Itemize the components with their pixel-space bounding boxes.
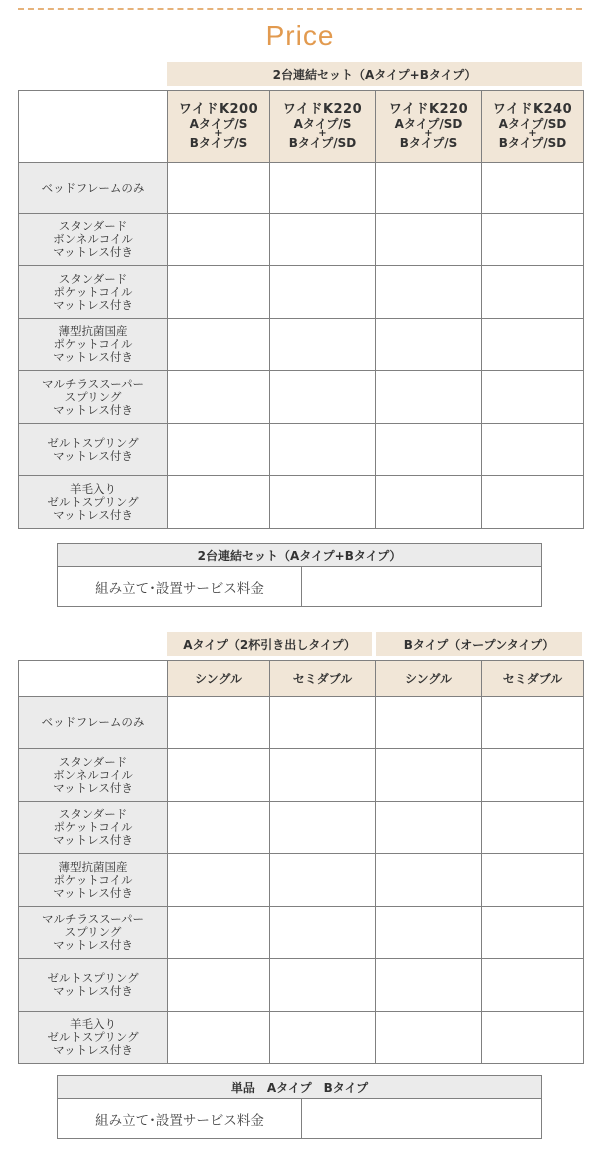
price-cell	[482, 424, 584, 476]
price-cell	[270, 319, 376, 371]
row-label-line: ポケットコイル	[53, 820, 133, 834]
price-cell	[482, 476, 584, 529]
row-label-line: ゼルトスプリング	[47, 971, 139, 985]
row-label-line: 薄型抗菌国産	[58, 324, 128, 338]
service-label: 組み立て･設置サービス料金	[58, 1099, 302, 1138]
table-row	[19, 802, 584, 854]
col-a-type: Aタイプ/SD	[498, 117, 567, 131]
col-b-type: Bタイプ/S	[189, 136, 248, 150]
price-cell	[376, 1012, 482, 1064]
price-cell	[376, 214, 482, 266]
price-cell	[482, 854, 584, 907]
col-b-type: Bタイプ/S	[399, 136, 458, 150]
row-label-line: 薄型抗菌国産	[58, 859, 128, 874]
corner-cell	[19, 91, 168, 163]
set-band-label: 2台連結セット（Aタイプ+Bタイプ）	[272, 67, 477, 82]
col-header-set	[376, 91, 482, 163]
row-label-line: マットレス付き	[53, 1043, 133, 1057]
price-cell	[482, 749, 584, 802]
row-label	[19, 854, 168, 907]
table-row	[19, 749, 584, 802]
col-a-type: Aタイプ/S	[293, 117, 352, 131]
plus-sign: +	[318, 128, 327, 139]
plus-sign: +	[528, 128, 537, 139]
row-label	[19, 214, 168, 266]
row-label-line: ベッドフレームのみ	[41, 715, 145, 729]
row-label-line: 羊毛入り	[70, 481, 116, 496]
service-header: 単品 Aタイプ Bタイプ	[58, 1076, 541, 1099]
col-header-size: シングル	[168, 661, 270, 697]
price-cell	[168, 749, 270, 802]
row-label-line: ベッドフレームのみ	[41, 180, 145, 195]
row-label-line: スタンダード	[58, 754, 128, 769]
row-label-line: ゼルトスプリング	[47, 1030, 139, 1044]
table-row	[19, 424, 584, 476]
set-service-fee-box	[57, 543, 542, 607]
b-type-band	[376, 632, 582, 656]
price-cell	[376, 749, 482, 802]
set-price-table	[18, 90, 584, 529]
table-row	[19, 697, 584, 749]
price-cell	[270, 424, 376, 476]
row-label	[19, 319, 168, 371]
row-label	[19, 266, 168, 319]
price-cell	[376, 854, 482, 907]
row-label	[19, 476, 168, 529]
service-value-cell	[302, 1099, 541, 1138]
price-cell	[270, 749, 376, 802]
a-type-band	[167, 632, 372, 656]
price-cell	[376, 424, 482, 476]
price-cell	[270, 476, 376, 529]
service-value-cell	[302, 567, 541, 606]
plus-sign: +	[214, 128, 223, 139]
row-label-line: マットレス付き	[53, 780, 133, 795]
row-label-line: スタンダード	[58, 807, 128, 821]
row-label-line: マットレス付き	[53, 448, 133, 463]
price-cell	[168, 266, 270, 319]
col-b-type: Bタイプ/SD	[288, 136, 357, 150]
price-cell	[376, 163, 482, 214]
col-header-size: セミダブル	[270, 661, 376, 697]
price-cell	[168, 1012, 270, 1064]
row-label-line: ゼルトスプリング	[47, 494, 139, 509]
price-cell	[270, 1012, 376, 1064]
row-label-line: ポケットコイル	[53, 337, 133, 351]
price-cell	[376, 371, 482, 424]
row-label-line: スタンダード	[58, 271, 128, 286]
price-cell	[168, 319, 270, 371]
col-header-set	[482, 91, 584, 163]
price-cell	[376, 697, 482, 749]
row-label-line: マットレス付き	[53, 402, 133, 417]
table-row	[19, 319, 584, 371]
price-cell	[376, 802, 482, 854]
price-cell	[482, 697, 584, 749]
table-row	[19, 907, 584, 959]
price-cell	[168, 371, 270, 424]
price-cell	[482, 907, 584, 959]
row-label	[19, 163, 168, 214]
price-cell	[482, 371, 584, 424]
table-row	[19, 1012, 584, 1064]
set-band	[167, 62, 582, 86]
plus-sign: +	[424, 128, 433, 139]
row-label-line: マットレス付き	[53, 938, 133, 952]
col-header-set	[168, 91, 270, 163]
price-cell	[270, 802, 376, 854]
single-price-table	[18, 660, 584, 1064]
a-type-band-label: Aタイプ（2杯引き出しタイプ）	[183, 637, 356, 652]
price-cell	[168, 959, 270, 1012]
col-b-type: Bタイプ/SD	[498, 136, 567, 150]
price-cell	[270, 371, 376, 424]
row-label-line: マットレス付き	[53, 833, 133, 847]
row-label-line: マルチラススーパー	[41, 376, 144, 391]
row-label	[19, 1012, 168, 1064]
top-dashed-divider	[18, 8, 582, 10]
price-cell	[270, 854, 376, 907]
col-a-type: Aタイプ/SD	[394, 117, 463, 131]
service-label: 組み立て･設置サービス料金	[58, 567, 302, 606]
col-header-set	[270, 91, 376, 163]
price-cell	[482, 319, 584, 371]
table-row	[19, 371, 584, 424]
corner-cell	[19, 661, 168, 697]
price-cell	[376, 319, 482, 371]
price-cell	[168, 163, 270, 214]
price-cell	[270, 266, 376, 319]
price-cell	[168, 424, 270, 476]
table-row	[19, 476, 584, 529]
price-cell	[270, 163, 376, 214]
price-cell	[482, 214, 584, 266]
row-label-line: スプリング	[64, 925, 122, 939]
table-row	[19, 959, 584, 1012]
price-cell	[376, 476, 482, 529]
row-label-line: ゼルトスプリング	[47, 435, 139, 450]
col-name: ワイドK200	[178, 102, 259, 117]
col-name: ワイドK240	[492, 102, 573, 117]
row-label	[19, 697, 168, 749]
row-label	[19, 749, 168, 802]
price-cell	[270, 214, 376, 266]
row-label-line: マットレス付き	[53, 350, 133, 364]
price-cell	[168, 907, 270, 959]
price-cell	[376, 959, 482, 1012]
service-header: 2台連結セット（Aタイプ+Bタイプ）	[58, 544, 541, 567]
price-cell	[168, 697, 270, 749]
page-title: Price	[265, 20, 335, 51]
row-label-line: マルチラススーパー	[41, 912, 144, 926]
price-cell	[482, 802, 584, 854]
table-row	[19, 854, 584, 907]
row-label-line: ポケットコイル	[53, 284, 133, 299]
row-label-line: マットレス付き	[53, 984, 133, 998]
price-cell	[168, 854, 270, 907]
row-label-line: マットレス付き	[53, 507, 133, 522]
row-label-line: ボンネルコイル	[53, 767, 133, 782]
row-label-line: ポケットコイル	[53, 872, 133, 887]
price-cell	[482, 959, 584, 1012]
row-label	[19, 907, 168, 959]
row-label-line: 羊毛入り	[70, 1017, 116, 1031]
price-cell	[482, 163, 584, 214]
row-label-line: スプリング	[64, 389, 122, 404]
col-a-type: Aタイプ/S	[189, 117, 248, 131]
table-row	[19, 214, 584, 266]
row-label	[19, 802, 168, 854]
row-label	[19, 424, 168, 476]
table-row	[19, 163, 584, 214]
row-label-line: マットレス付き	[53, 885, 133, 900]
col-header-size: セミダブル	[482, 661, 584, 697]
single-service-fee-box	[57, 1075, 542, 1139]
price-cell	[270, 697, 376, 749]
col-name: ワイドK220	[282, 102, 363, 117]
price-cell	[168, 476, 270, 529]
table-row	[19, 266, 584, 319]
b-type-band-label: Bタイプ（オープンタイプ）	[403, 637, 555, 652]
price-cell	[376, 907, 482, 959]
row-label-line: スタンダード	[58, 219, 128, 233]
row-label	[19, 959, 168, 1012]
price-cell	[376, 266, 482, 319]
row-label-line: ボンネルコイル	[53, 232, 133, 246]
col-name: ワイドK220	[388, 102, 469, 117]
price-cell	[168, 214, 270, 266]
price-cell	[270, 907, 376, 959]
col-header-size: シングル	[376, 661, 482, 697]
price-cell	[482, 266, 584, 319]
price-cell	[270, 959, 376, 1012]
price-cell	[482, 1012, 584, 1064]
price-cell	[168, 802, 270, 854]
row-label-line: マットレス付き	[53, 297, 133, 312]
row-label	[19, 371, 168, 424]
row-label-line: マットレス付き	[53, 245, 133, 259]
